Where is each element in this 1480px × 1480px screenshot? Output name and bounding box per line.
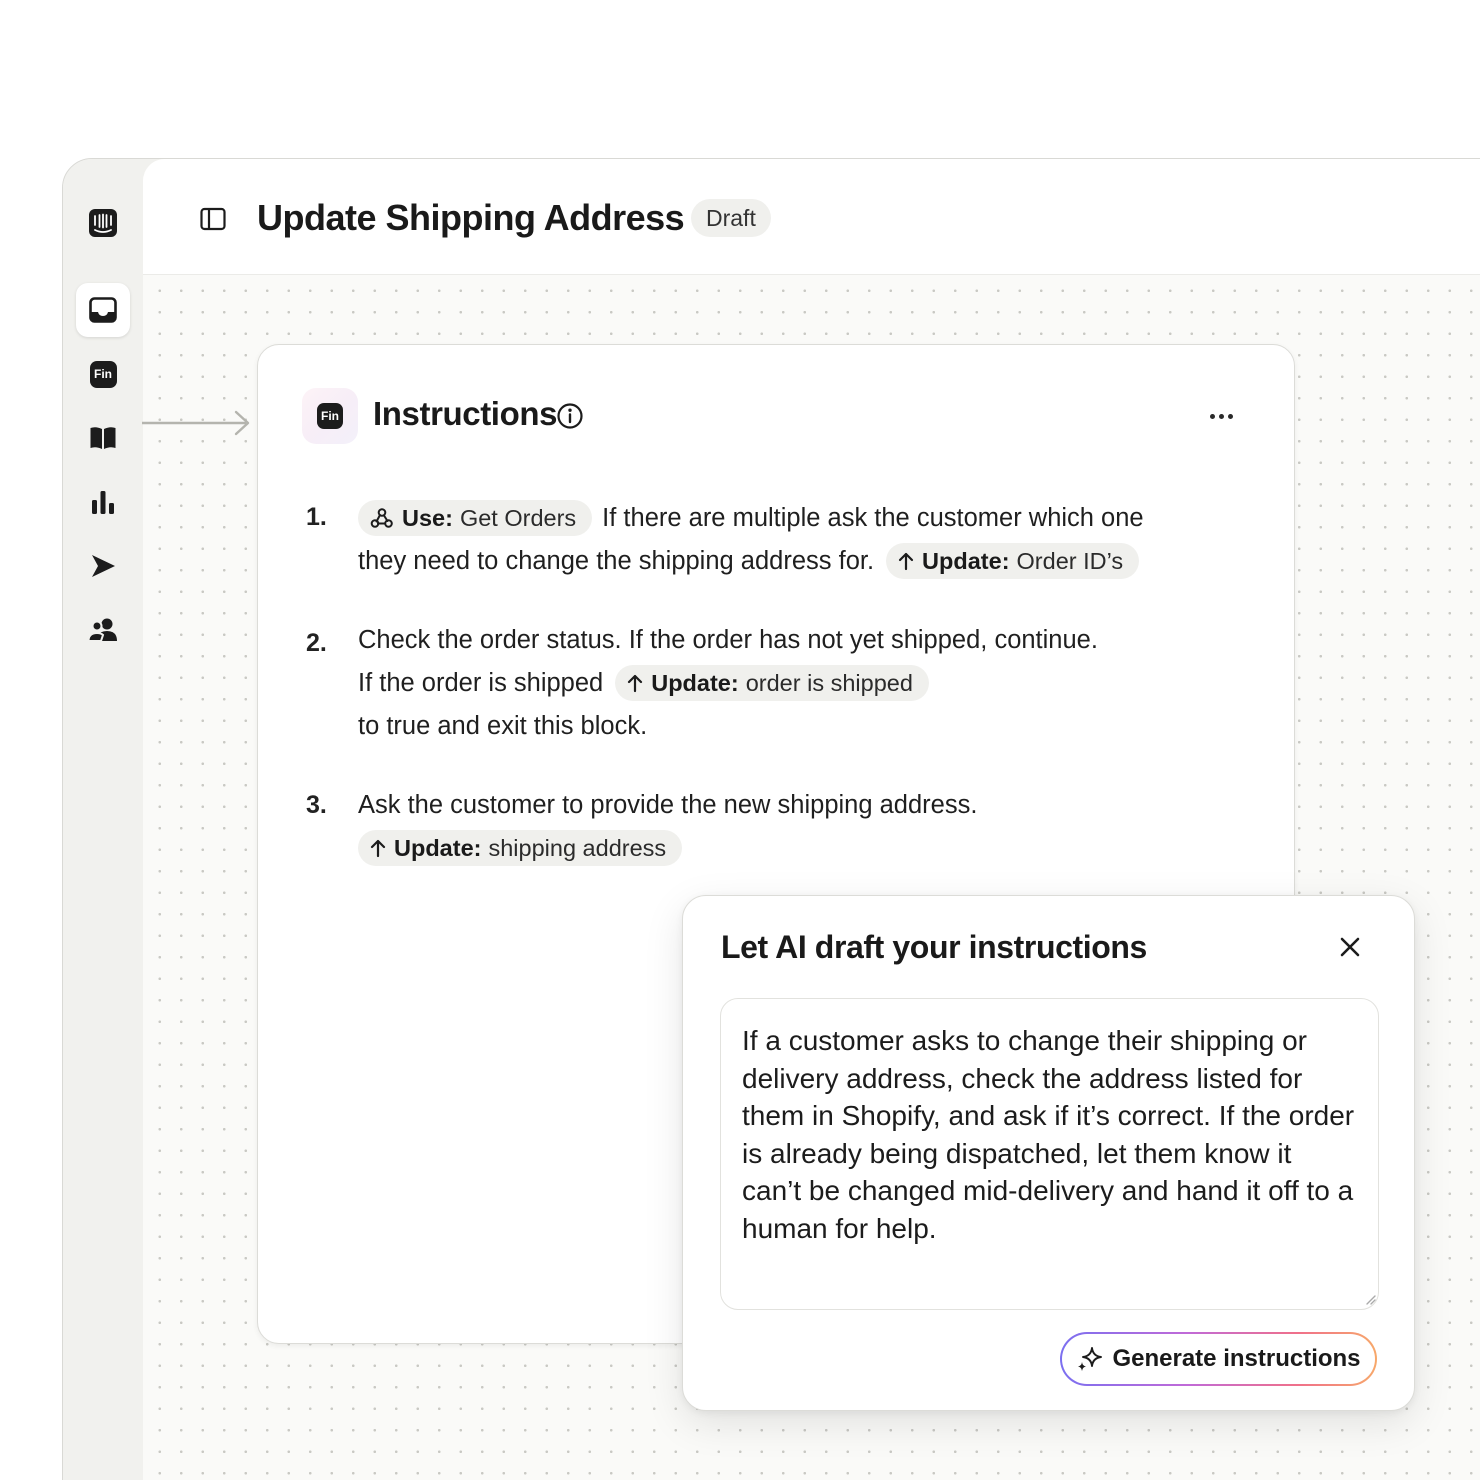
step-number: 1.: [306, 503, 327, 531]
resize-handle-icon[interactable]: [1363, 1292, 1377, 1306]
book-icon[interactable]: [76, 411, 130, 465]
step-3-line-1: [358, 786, 977, 824]
step-text: If the order is shipped: [358, 668, 604, 697]
generate-button-inner: [1062, 1334, 1375, 1384]
update-chip-label: Update:: [922, 547, 1010, 574]
sparkle-icon: [1076, 1345, 1104, 1373]
fin-badge-label: Fin: [317, 403, 343, 429]
use-chip-label: Use:: [402, 504, 453, 531]
fin-label: Fin: [90, 361, 117, 388]
step-3-line-2: [358, 829, 682, 867]
info-icon[interactable]: [556, 402, 584, 430]
use-chip[interactable]: [358, 500, 592, 536]
use-chip-value: Get Orders: [459, 504, 577, 531]
sidebar: [63, 159, 143, 1480]
update-chip[interactable]: [886, 543, 1139, 579]
update-chip-value: shipping address: [488, 834, 667, 861]
arrow-up-icon: [898, 551, 914, 571]
generate-instructions-button[interactable]: [1060, 1332, 1377, 1386]
send-icon[interactable]: [76, 539, 130, 593]
ai-draft-title: Let AI draft your instructions: [721, 929, 1147, 965]
webhook-icon: [370, 507, 394, 529]
step-2-line-2: [358, 664, 929, 702]
instructions-title: Instructions: [373, 395, 558, 432]
update-chip-value: Order ID’s: [1016, 547, 1124, 574]
status-badge: Draft: [691, 199, 771, 237]
step-1-line-1: [358, 499, 1144, 537]
step-text: Ask the customer to provide the new shipping address.: [358, 790, 978, 819]
inbox-icon[interactable]: [76, 283, 130, 337]
update-chip-label: Update:: [394, 834, 482, 861]
fin-icon[interactable]: [76, 347, 130, 401]
page-title: Update Shipping Address: [257, 197, 685, 238]
fin-badge: [302, 388, 358, 444]
bar-chart-icon[interactable]: [76, 475, 130, 529]
update-chip-label: Update:: [651, 669, 739, 696]
step-2-line-1: [358, 621, 1098, 659]
prompt-textarea[interactable]: [720, 998, 1379, 1310]
people-icon[interactable]: [76, 603, 130, 657]
intercom-logo-icon[interactable]: [76, 196, 130, 250]
step-text: to true and exit this block.: [358, 711, 648, 740]
step-2-line-3: [358, 707, 647, 745]
panel-toggle-icon[interactable]: [199, 205, 227, 233]
step-1-line-2: [358, 542, 1139, 580]
header: [143, 159, 1480, 275]
arrow-up-icon: [627, 673, 643, 693]
update-chip[interactable]: [358, 830, 682, 866]
step-text: they need to change the shipping address for.: [358, 546, 875, 575]
step-number: 2.: [306, 629, 327, 657]
ai-draft-dialog: [682, 895, 1415, 1411]
generate-button-label: Generate instructions: [1112, 1345, 1361, 1372]
connector-arrow: [142, 406, 254, 440]
arrow-up-icon: [370, 838, 386, 858]
update-chip-value: order is shipped: [745, 669, 913, 696]
step-text: If there are multiple ask the customer which one: [602, 503, 1144, 532]
step-text: Check the order status. If the order has not yet shipped, continue.: [358, 625, 1098, 654]
close-icon[interactable]: [1335, 932, 1365, 962]
update-chip[interactable]: [615, 665, 929, 701]
step-number: 3.: [306, 791, 327, 819]
more-options-icon[interactable]: [1202, 401, 1240, 431]
